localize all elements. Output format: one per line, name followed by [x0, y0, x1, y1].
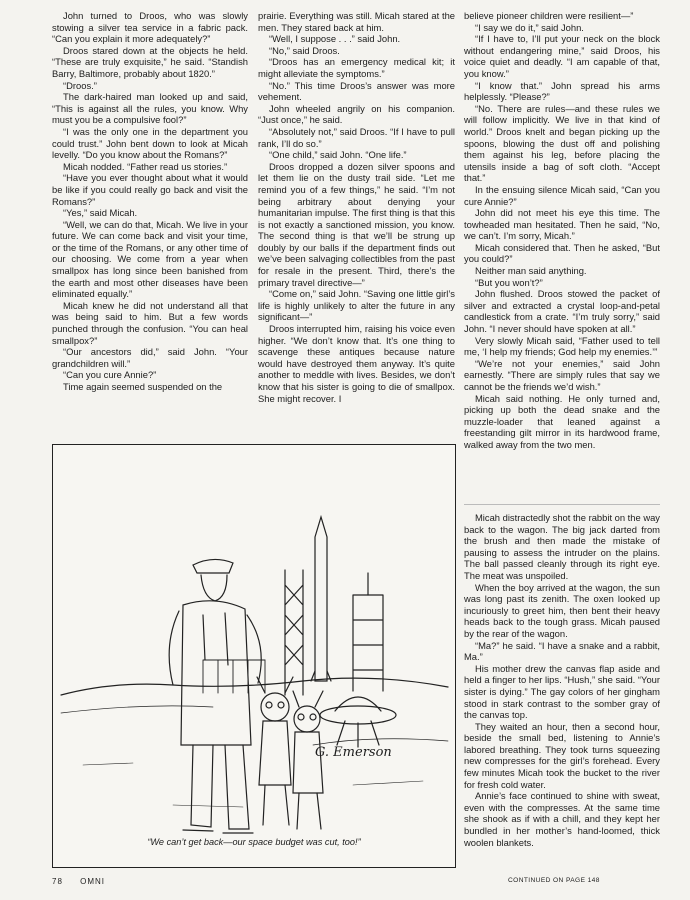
paragraph: “Our ancestors did,” said John. “Your grandchildren will.” — [52, 346, 248, 369]
paragraph: “Can you cure Annie?” — [63, 369, 157, 381]
magazine-name: OMNI — [80, 877, 106, 886]
paragraph: “Have you ever thought about what it would be like if you could really go back and visit the Romans?” — [52, 172, 248, 207]
paragraph: Micah knew he did not understand all that was being said to him. But a few words punched through the confusion. “You can heal smallpox?” — [52, 299, 248, 346]
paragraph: Droos dropped a dozen silver spoons and let them lie on the dusty trail side. “Let me remind you of a few things,” he said. “I’m not being arbitrary about denying your humanitarian impulse. The first thing is that this is not exactly a sanctioned mission, you know. The second thing is that we’ll be strung up doubly by our balls if the department finds out we’ve been salvaging collectibles from the past for resale in the present. Third, there’s the primary travel directive—” — [258, 160, 455, 288]
text-column-3 — [464, 10, 660, 451]
section-divider — [464, 504, 660, 505]
paragraph: “Well, I suppose . . .” said John. — [269, 33, 401, 45]
paragraph: Neither man said anything. — [475, 265, 587, 277]
cartoon-illustration — [52, 444, 456, 868]
continued-note: CONTINUED ON PAGE 148 — [508, 877, 600, 884]
paragraph: His mother drew the canvas flap aside and held a finger to her lips. “Hush,” she said. “Your sister is dying.” The gay colors of her gingham stood in stark contrast to the somber gray of the canvas top. — [464, 662, 660, 721]
paragraph: “I was the only one in the department you could trust.” John bent down to look at Micah levelly. “Do you know about the Romans?” — [52, 125, 248, 161]
paragraph: “Droos.” — [63, 79, 97, 91]
paragraph: Micah nodded. “Father read us stories.” — [63, 160, 228, 172]
paragraph: “We’re not your enemies,” said John earnestly. “There are simply rules that say we cannot be the friends we’d wish.” — [464, 357, 660, 392]
paragraph: “Well, we can do that, Micah. We live in your future. We can come back and visit your time, or the time of the Romans, or any other time of our choosing. We come from a year when smallpox has long since been banished from the earth and most other diseases have been eliminated equally.” — [52, 218, 248, 300]
paragraph: “Droos has an emergency medical kit; it might alleviate the symptoms.” — [258, 56, 455, 79]
paragraph: The dark-haired man looked up and said, “This is against all the rules, you know. Why must you be a compulsive fool?” — [52, 91, 248, 126]
paragraph: Micah said nothing. He only turned and, picking up both the dead snake and the muzzle-loader that leaned against a freestanding gilt mirror in its hardwood frame, walked away from the two men. — [464, 392, 660, 450]
paragraph: Droos stared down at the objects he held. “These are truly exquisite,” he said. “Standish Barry, Baltimore, probably about 1820.” — [52, 44, 248, 79]
paragraph: “Absolutely not,” said Droos. “If I have to pull rank, I’ll do so.” — [258, 125, 455, 149]
text-column-2 — [258, 10, 455, 404]
paragraph: Droos interrupted him, raising his voice even higher. “We don’t know that. It’s one thing to scavenge these antiques because nature would have destroyed them anyway. It’s quite another to meddle with lives. Besides, we don’t know that his sister is going to die of smallpox. She might recover. I — [258, 323, 455, 404]
paragraph: When the boy arrived at the wagon, the sun was long past its zenith. The oxen looked up incuriously to greet him, then bent their heavy heads back to the tough grass. Micah paused by the rear of the wagon. — [464, 581, 660, 639]
paragraph: John did not meet his eye this time. The towheaded man hesitated. Then he said, “No, we can’t. I’m sorry, Micah.” — [464, 207, 660, 242]
cartoon-drawing — [53, 445, 455, 867]
paragraph: believe pioneer children were resilient—” — [464, 10, 634, 21]
paragraph: “If I have to, I’ll put your neck on the block without endangering mine,” said Droos, his voice quiet and deadly. “I am capable of that, you know.” — [464, 33, 660, 79]
paragraph: In the ensuing silence Micah said, “Can you cure Annie?” — [464, 183, 660, 207]
paragraph: “No,” said Droos. — [269, 44, 340, 56]
paragraph: “But you won’t?” — [475, 276, 543, 288]
paragraph: Time again seemed suspended on the — [63, 381, 223, 392]
paragraph: “Yes,” said Micah. — [63, 207, 138, 219]
paragraph: “Come on,” said John. “Saving one little girl’s life is highly unlikely to alter the future in any significant—” — [258, 288, 455, 323]
page-footer — [52, 877, 119, 886]
paragraph: “One child,” said John. “One life.” — [269, 149, 407, 161]
paragraph: Micah distractedly shot the rabbit on the way back to the wagon. The big jack darted from the brush and then made the mistake of pausing to assess the intruder on the plains. The ball passed cleanly through its right eye. The meat was unspoiled. — [464, 512, 660, 581]
text-column-1 — [52, 10, 248, 393]
paragraph: John wheeled angrily on his companion. “Just once,” he said. — [258, 102, 455, 126]
paragraph: Very slowly Micah said, “Father used to tell me, ‘I help my friends; God help my enemies.’” — [464, 334, 660, 358]
paragraph: “No.” This time Droos’s answer was more vehement. — [258, 79, 455, 103]
paragraph: Annie’s face continued to shine with sweat, even with the compresses. At the same time she shook as if with a chill, and they kept her bundled in her mother’s hand-loomed, thick woolen blankets. — [464, 790, 660, 848]
cartoon-signature: G. Emerson — [315, 745, 392, 760]
paragraph: They waited an hour, then a second hour, beside the small bed, listening to Annie’s labored breathing. They took turns squeezing new compresses for the girl’s forehead. Every few minutes Micah took the bucket to the river for fresh cold water. — [464, 720, 660, 790]
paragraph: Micah considered that. Then he asked, “But you could?” — [464, 241, 660, 265]
page-number: 78 — [52, 877, 63, 886]
cartoon-caption: “We can’t get back—our space budget was cut, too!” — [147, 837, 361, 847]
paragraph: prairie. Everything was still. Micah stared at the men. They stared back at him. — [258, 10, 455, 33]
paragraph: “No. There are rules—and these rules we will follow implicitly. We live in that kind of world.” Droos knelt and began picking up the spoons, blowing the dust off and polishing them against his leg, before placing the utensils inside a bag of soft cloth. “Accept that.” — [464, 102, 660, 184]
paragraph: “Ma?” he said. “I have a snake and a rabbit, Ma.” — [464, 639, 660, 663]
paragraph: “I know that.” John spread his arms helplessly. “Please?” — [464, 79, 660, 103]
text-column-3-continued — [464, 512, 660, 848]
paragraph: “I say we do it,” said John. — [475, 21, 584, 33]
paragraph: John turned to Droos, who was slowly stowing a silver tea service in a fabric pack. “Can you explain it more adequately?” — [52, 10, 248, 45]
paragraph: John flushed. Droos stowed the packet of silver and extracted a crystal loop-and-petal candlestick from a crate. “I’m truly sorry,” said John. “I never should have spoken at all.” — [464, 288, 660, 335]
